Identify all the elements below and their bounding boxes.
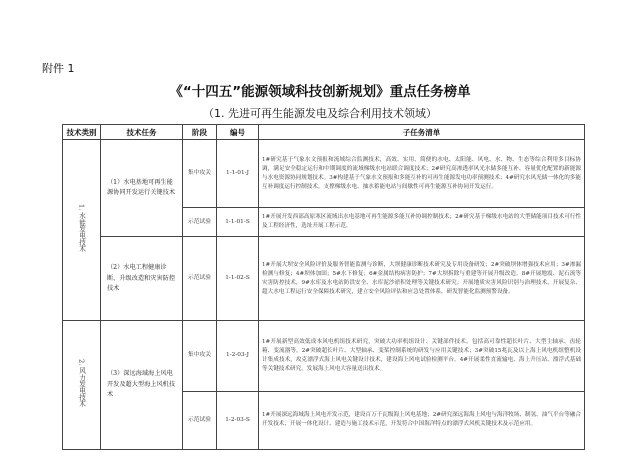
category-label: 2. 风力发电技术	[77, 359, 86, 408]
stage-cell: 示范试验	[183, 207, 217, 236]
category-cell	[63, 140, 101, 321]
detail-cell: 1#开展开发西部高原寒区流域出水电基地可再生能源多能互补协调控制技术；2#研究基于梯级水电站的大型储能项目技术可行性及工程经济性，选址开展工程示范。	[259, 207, 585, 236]
category-label: 1. 水能发电技术	[77, 204, 86, 253]
code-cell: 1-1-01-J	[217, 140, 259, 208]
task-cell: （1）水电基地可再生能源协同开发运行关键技术	[101, 140, 183, 237]
code-cell: 1-2-03-J	[217, 321, 259, 391]
table-row	[63, 321, 585, 391]
detail-cell: 1#开展新型高效低成本风电机组技术研究，突破大功率机组设计、关键部件技术，包括高可靠性超长叶片、大型主轴承、齿轮箱、变流器等，2#突破超长叶片、大型轴承、变桨控制系统的研发与应用关键技术；3#突破15兆瓦及以上海上风电机组整机设计集成技术，攻克漂浮式海上风电关键设计技术，建设海上风电试验检测平台。4#开展柔性直流输电、海上升压站、漂浮式基础等关键技术研究，发展海上风电大容量送出技术。	[259, 321, 585, 391]
table-row	[63, 237, 585, 321]
column-header: 子任务清单	[259, 125, 585, 140]
annex-label: 附件 1	[42, 62, 75, 75]
stage-cell: 示范试验	[183, 237, 217, 321]
detail-cell: 1#研究基于气象水文预报和流域综合监测技术，高效、实用、简便的水电、太阳能、风电、水、物、生态等综合利用多目标协调，满足安全稳定运行和中期调度的流域梯级水电站联合调度技术；2#研究高渗透率风光水储多能互补、容量优化配置的新能源与水电资源协同规划技术。3#构建基于气象水文预报和多能互补的可再生能源发电功率预测技术；4#研究水风光储一体化的多能互补调度运行控制技术，支撑梯级水电、抽水蓄能电站与间歇性可再生能源互补协同开发运行。	[259, 140, 585, 208]
column-header: 技术任务	[101, 125, 183, 140]
code-cell: 1-2-03-S	[217, 391, 259, 449]
column-header: 阶段	[183, 125, 217, 140]
document-subtitle: （1. 先进可再生能源发电及综合利用技术领域）	[203, 107, 437, 120]
task-table	[62, 124, 585, 450]
column-header: 编号	[217, 125, 259, 140]
code-cell: 1-1-02-S	[217, 237, 259, 321]
detail-cell: 1#开展大坝安全风险评价及服务智能监测与诊断，大坝健康诊断技术研究及专用设备研发；2#突破坝体增强技术应用；3#渗漏检测与修复；4#坝体加固；5#水下修复；6#金属结构病害防护；7#大坝拆除与重建等开展升级改造。8#开展地震、泥石流等灾害防控技术，9#水库及水电站防洪安全、水库泥沙淤积处理等关键技术研究；开展地质灾害风险识别与治理技术，开展复杂、超大水电工程运行安全保障技术研究，建立安全风险评估和应急处置体系，研发智能化监测预警设备。	[259, 237, 585, 321]
code-cell: 1-1-01-S	[217, 207, 259, 236]
table-row	[63, 140, 585, 208]
document-title: 《“十四五”能源领域科技创新规划》重点任务榜单	[169, 84, 471, 100]
task-cell: （3）深远海域海上风电开发及超大型海上风机技术	[101, 321, 183, 450]
stage-cell: 集中攻关	[183, 321, 217, 391]
column-header: 技术类别	[63, 125, 101, 140]
stage-cell: 集中攻关	[183, 140, 217, 208]
category-cell	[63, 321, 101, 450]
task-cell: （2）水电工程健康诊断、升级改造和灾害防控技术	[101, 237, 183, 321]
table-header-row	[63, 125, 585, 140]
stage-cell: 示范试验	[183, 391, 217, 449]
detail-cell: 1#开展深远海域海上风电开发示范，建设百万千瓦级海上风电基地；2#研究深远海海上风电与海洋牧场、制氢、油气平台等融合开发技术，开展一体化设计、建造与施工技术示范，开发符合中国海洋特点的漂浮式风机关键技术及示范应用。	[259, 391, 585, 449]
